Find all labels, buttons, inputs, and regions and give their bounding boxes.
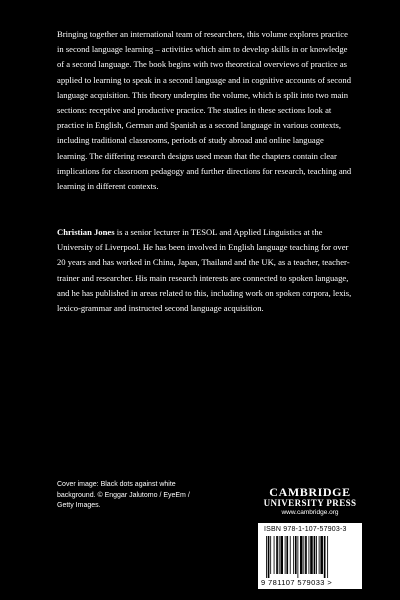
book-description: Bringing together an international team of researchers, this volume explores practice in second language learning – activities which aim to develop skills in or knowledge of a second language. The book begins with two theoretical overviews of practice as applied to learning to speak in a second language and in cognitive accounts of second language acquisition. This theory underpins the volume, which is split into two main sections: receptive and productive practice. The studies in these sections look at practice in English, German and Spanish as a second language in various contexts, including traditional classrooms, periods of study abroad and online language learning. The differing research designs used mean that the chapters contain clear implications for classroom pedagogy and further directions for research, teaching and learning in different contexts. — [57, 29, 352, 192]
publisher-name-line1: CAMBRIDGE — [269, 485, 351, 499]
publisher-name-line2: UNIVERSITY PRESS — [263, 498, 357, 508]
publisher-logo — [260, 486, 360, 517]
publisher-url: www.cambridge.org — [281, 509, 339, 516]
isbn-label: ISBN 978-1-107-57903-3 — [264, 526, 347, 533]
cover-image-credit: Cover image: Black dots against white background. © Enggar Jalutomo / EyeEm / Getty Images. — [57, 481, 190, 509]
isbn-barcode-panel — [258, 523, 362, 589]
barcode-icon — [266, 536, 354, 578]
barcode-digits: 9 781107 579033 > — [261, 578, 333, 587]
author-name: Christian Jones — [57, 227, 115, 237]
author-biography — [57, 225, 353, 316]
author-bio-text: is a senior lecturer in TESOL and Applied Linguistics at the University of Liverpool. He has been involved in English language teaching for over 20 years and has worked in China, Japan, Thailand and the UK, as a teacher, teacher-trainer and researcher. His main research interests are connected to spoken language, and he has published in areas related to this, including work on spoken corpora, lexis, lexico-grammar and instructed second language acquisition. — [57, 227, 352, 314]
